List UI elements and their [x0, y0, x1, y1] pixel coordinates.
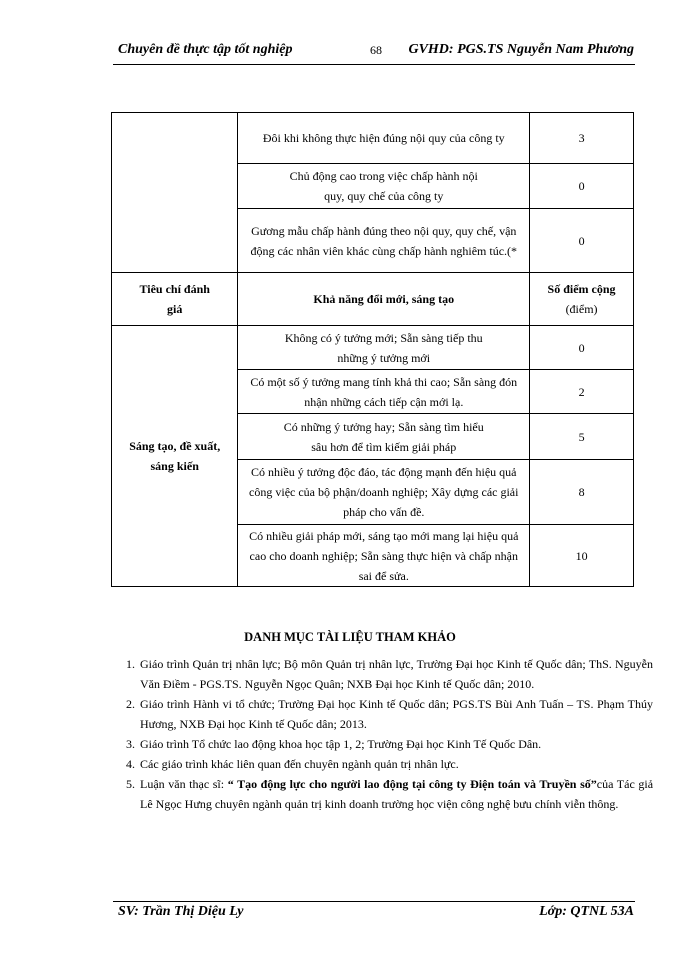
criteria-description: Có một số ý tưởng mang tính khả thi cao; Sẵn sàng đón nhận những cách tiếp cận mới lạ. [238, 370, 530, 414]
references-list [118, 654, 653, 814]
header-ability: Khả năng đổi mới, sáng tạo [238, 273, 530, 326]
group-label: Sáng tạo, đề xuất, sáng kiến [112, 326, 238, 587]
score-cell: 0 [530, 209, 634, 273]
score-cell: 5 [530, 414, 634, 460]
header-points-unit: (điểm) [565, 302, 598, 316]
score-cell: 0 [530, 326, 634, 370]
score-cell: 0 [530, 164, 634, 209]
table-row [112, 326, 634, 370]
header-criteria: Tiêu chí đánh giá [112, 273, 238, 326]
criteria-description: Đôi khi không thực hiện đúng nội quy của công ty [238, 113, 530, 164]
reference-rest: của Tác giả Lê Ngọc Hưng chuyên ngành quản trị kinh doanh trường học viện công nghệ bưu chính viễn thông. [140, 777, 654, 811]
list-item: 1. Giáo trình Quản trị nhân lực; Bộ môn Quản trị nhân lực, Trường Đại học Kinh tế Quốc dân; ThS. Nguyễn Văn Điềm - PGS.TS. Nguyễn Ngọc Quân; NXB Đại học Kinh tế Quốc dân; 2010. [138, 654, 653, 694]
list-item [138, 774, 653, 814]
criteria-description: Có nhiều ý tưởng độc đáo, tác động mạnh đến hiệu quả công việc của bộ phận/doanh nghiệp; Xây dựng các giải pháp cho vấn đề. [238, 460, 530, 525]
table-header-row [112, 273, 634, 326]
footer-student: SV: Trần Thị Diệu Ly [118, 904, 244, 919]
criteria-description: Không có ý tưởng mới; Sẵn sàng tiếp thu những ý tưởng mới [238, 326, 530, 370]
evaluation-table [111, 112, 634, 587]
list-item: 2. Giáo trình Hành vi tổ chức; Trường Đại học Kinh tế Quốc dân; PGS.TS Bùi Anh Tuấn – TS. Phạm Thúy Hương, NXB Đại học Kinh tế Quốc dân; 2013. [138, 694, 653, 734]
header-rule [113, 64, 635, 65]
score-cell: 10 [530, 525, 634, 587]
references-title: DANH MỤC TÀI LIỆU THAM KHẢO [244, 630, 456, 644]
header-title: Chuyên đề thực tập tốt nghiệp [118, 42, 293, 57]
footer-rule [113, 901, 635, 902]
footer-class: Lớp: QTNL 53A [539, 904, 634, 919]
criteria-description: Có những ý tưởng hay; Sẵn sàng tìm hiểu sâu hơn để tìm kiếm giải pháp [238, 414, 530, 460]
header-supervisor: GVHD: PGS.TS Nguyễn Nam Phương [408, 42, 634, 57]
criteria-description: Có nhiều giải pháp mới, sáng tạo mới mang lại hiệu quả cao cho doanh nghiệp; Sẵn sàng thực hiện và chấp nhận sai để sửa. [238, 525, 530, 587]
table-row [112, 113, 634, 164]
criteria-description: Chủ động cao trong việc chấp hành nội quy, quy chế của công ty [238, 164, 530, 209]
reference-thesis-title: “ Tạo động lực cho người lao động tại công ty Điện toán và Truyền số” [227, 777, 597, 791]
page-header [118, 40, 634, 62]
list-item: 4. Các giáo trình khác liên quan đến chuyên ngành quản trị nhân lực. [138, 754, 653, 774]
score-cell: 2 [530, 370, 634, 414]
page-footer [118, 904, 634, 920]
header-points-label: Số điểm cộng [547, 282, 616, 296]
empty-criteria-cell [112, 113, 238, 273]
reference-prefix: Luận văn thạc sĩ: [140, 777, 228, 791]
header-points [530, 273, 634, 326]
score-cell: 8 [530, 460, 634, 525]
score-cell: 3 [530, 113, 634, 164]
criteria-description: Gương mẫu chấp hành đúng theo nội quy, quy chế, vận động các nhân viên khác cùng chấp hành nghiêm túc.(* [238, 209, 530, 273]
page-number: 68 [370, 43, 382, 57]
list-item: 3. Giáo trình Tổ chức lao động khoa học tập 1, 2; Trường Đại học Kinh Tế Quốc Dân. [138, 734, 653, 754]
